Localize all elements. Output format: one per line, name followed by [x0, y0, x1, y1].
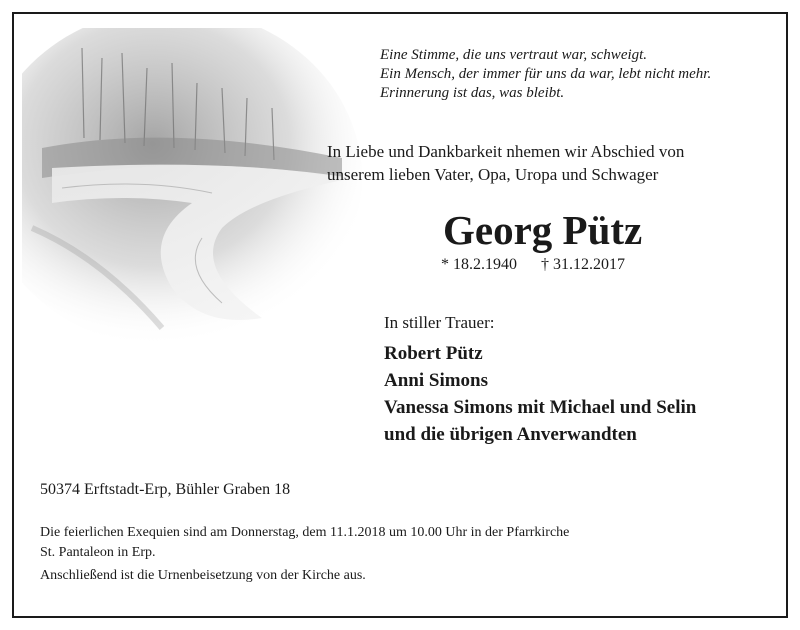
- memorial-poem: [380, 46, 711, 103]
- mourner-name: Vanessa Simons mit Michael und Selin: [384, 397, 697, 418]
- mourners-list: [384, 340, 696, 448]
- urn-burial-info: Anschließend ist die Urnenbeisetzung von der Kirche aus.: [40, 568, 366, 583]
- poem-line: Erinnerung ist das, was bleibt.: [380, 85, 565, 101]
- service-line: Die feierlichen Exequien sind am Donnerstag, dem 11.1.2018 um 10.00 Uhr in der Pfarrkirche: [40, 525, 570, 540]
- deceased-name: Georg Pütz: [443, 207, 643, 253]
- family-address: 50374 Erftstadt-Erp, Bühler Graben 18: [40, 481, 291, 498]
- death-date: † 31.12.2017: [541, 256, 625, 273]
- poem-line: Eine Stimme, die uns vertraut war, schweigt.: [380, 47, 648, 63]
- mourner-name: Anni Simons: [384, 370, 489, 391]
- intro-line: unserem lieben Vater, Opa, Uropa und Schwager: [327, 165, 659, 184]
- mourning-label: In stiller Trauer:: [384, 313, 495, 332]
- service-line: St. Pantaleon in Erp.: [40, 545, 156, 560]
- funeral-service-info: [40, 523, 569, 563]
- intro-line: In Liebe und Dankbarkeit nhemen wir Abschied von: [327, 142, 685, 161]
- life-dates: [441, 256, 625, 274]
- river-landscape-image: [22, 28, 362, 348]
- farewell-intro: [327, 140, 684, 186]
- poem-line: Ein Mensch, der immer für uns da war, lebt nicht mehr.: [380, 66, 712, 82]
- mourner-name: und die übrigen Anverwandten: [384, 424, 637, 445]
- birth-date: * 18.2.1940: [441, 256, 517, 273]
- mourner-name: Robert Pütz: [384, 343, 483, 364]
